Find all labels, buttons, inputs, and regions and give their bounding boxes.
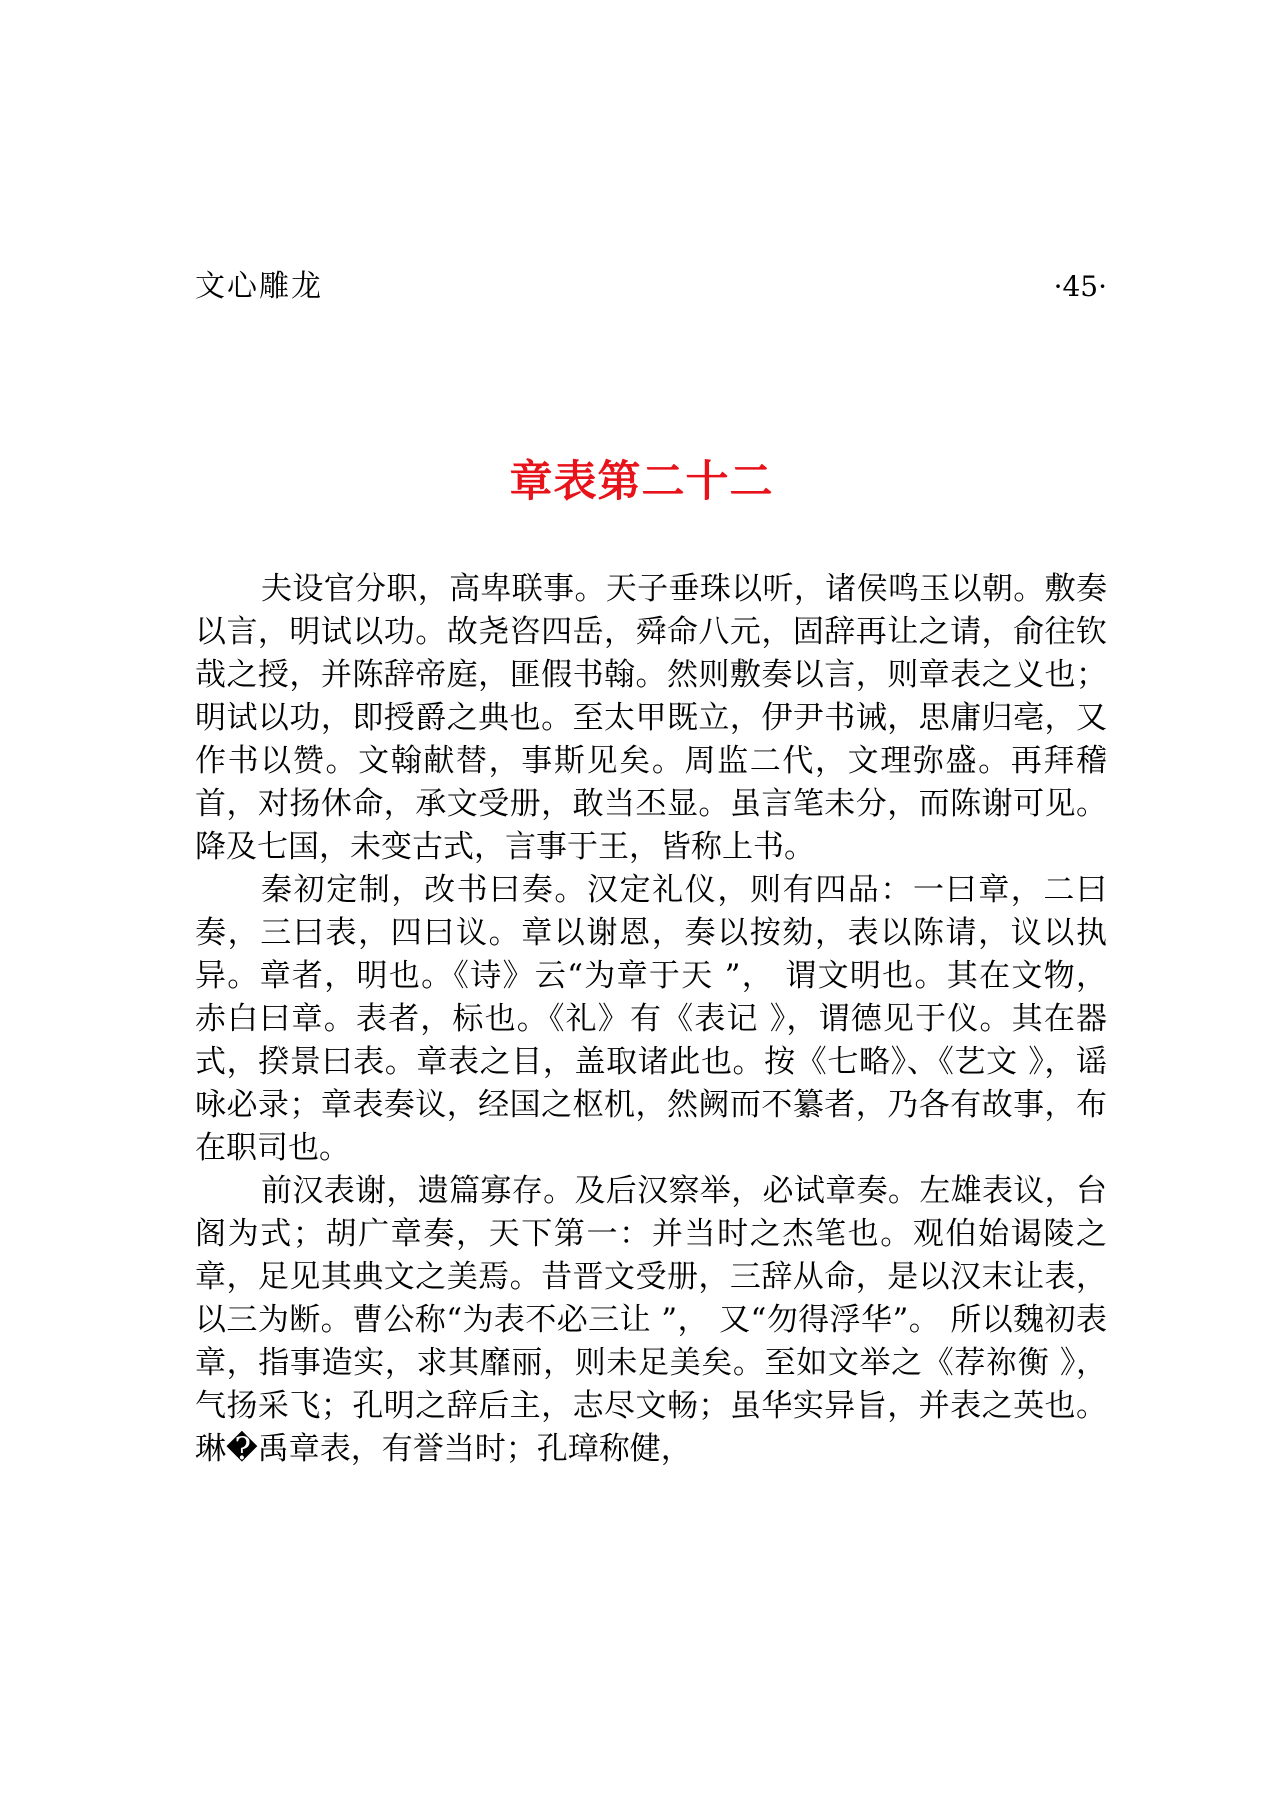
paragraph-2: 秦初定制，改书曰奏。汉定礼仪，则有四品：一曰章，二曰奏，三曰表，四曰议。章以谢恩，奏以按劾，表以陈请，议以执异。章者，明也。《诗》云“为章于天 ”， 谓文明也。其在文物， 赤白曰章。表者，标也。《礼》有《表记 》，谓德见于仪。其在器式，揆景曰表。章表之目，盖取诸此也。按《七略》、《艺文 》，谣咏必录；章表奏议，经国之枢机，然阙而不纂者，乃各有故事，布在职司也。 (195, 872, 1107, 1166)
running-header (195, 262, 1107, 312)
chapter-title: 章表第二十二 (509, 457, 774, 507)
page-number: ·45· (1053, 270, 1107, 303)
paragraph-1: 夫设官分职，高卑联事。天子垂珠以听，诸侯鸣玉以朝。敷奏以言，明试以功。故尧咨四岳，舜命八元，固辞再让之请，俞往钦哉之授，并陈辞帝庭，匪假书翰。然则敷奏以言，则章表之义也；明试以功，即授爵之典也。至太甲既立，伊尹书诫，思庸归亳，又作书以赞。文翰献替，事斯见矣。周监二代，文理弥盛。再拜稽首，对扬休命，承文受册，敢当丕显。虽言笔未分，而陈谢可见。降及七国，未变古式，言事于王，皆称上书。 (195, 571, 1107, 865)
paragraph-3: 前汉表谢，遗篇寡存。及后汉察举，必试章奏。左雄表议，台阁为式；胡广章奏，天下第一：并当时之杰笔也。观伯始谒陵之章，足见其典文之美焉。昔晋文受册，三辞从命，是以汉末让表， 以三为断。曹公称“为表不必三让 ”， 又“勿得浮华”。 所以魏初表章，指事造实，求其靡丽，则未足美矣。至如文举之《荐祢衡 》，气扬采飞；孔明之辞后主，志尽文畅；虽华实异旨，并表之英也。琳�禹章表，有誉当时；孔璋称健， (195, 1173, 1107, 1467)
body-text (195, 568, 1107, 1471)
book-title: 文心雕龙 (195, 269, 323, 304)
